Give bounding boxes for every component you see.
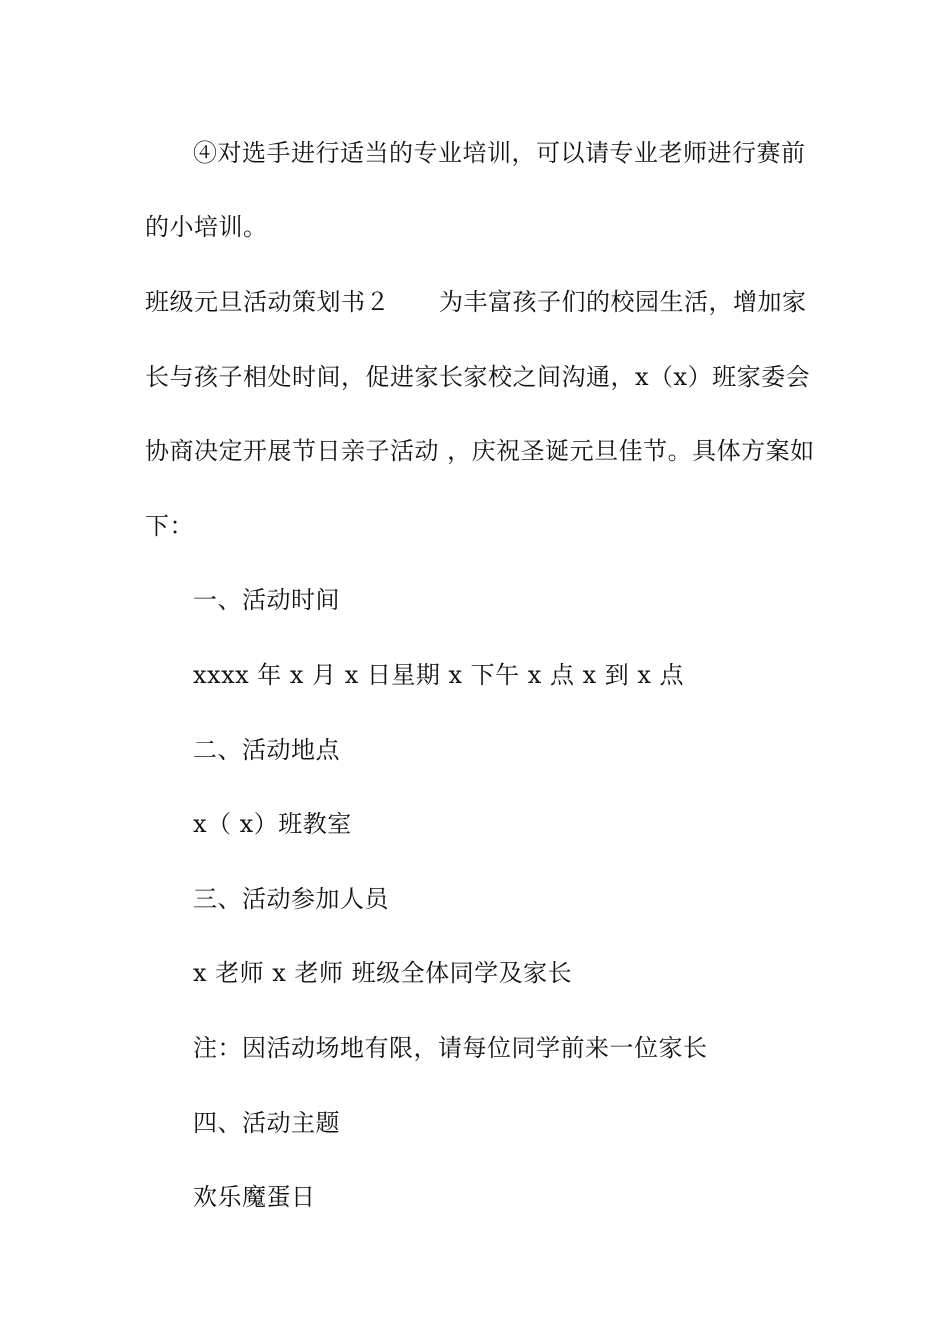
activity-time-value: xxxx 年 x 月 x 日星期 x 下午 x 点 x 到 x 点	[193, 661, 685, 689]
activity-theme-value: 欢乐魔蛋日	[193, 1183, 316, 1211]
heading-activity-time: 一、活动时间	[193, 586, 340, 614]
heading-activity-theme: 四、活动主题	[193, 1109, 340, 1137]
participants-value: x 老师 x 老师 班级全体同学及家长	[193, 959, 573, 987]
paragraph-training-line-2: 的小培训。	[145, 213, 268, 241]
section-title-and-intro: 班级元旦活动策划书２ 为丰富孩子们的校园生活，增加家	[145, 288, 807, 316]
intro-line-2: 长与孩子相处时间，促进家长家校之间沟通，x（x）班家委会	[145, 363, 811, 391]
heading-participants: 三、活动参加人员	[193, 885, 389, 913]
intro-line-3: 协商决定开展节日亲子活动 ，庆祝圣诞元旦佳节。具体方案如	[145, 437, 815, 465]
heading-activity-location: 二、活动地点	[193, 736, 340, 764]
activity-location-value: x（ x）班教室	[193, 810, 352, 838]
paragraph-training-line-1: ④对选手进行适当的专业培训，可以请专业老师进行赛前	[193, 139, 806, 167]
intro-line-4: 下：	[145, 512, 194, 540]
participants-note: 注：因活动场地有限，请每位同学前来一位家长	[193, 1034, 708, 1062]
